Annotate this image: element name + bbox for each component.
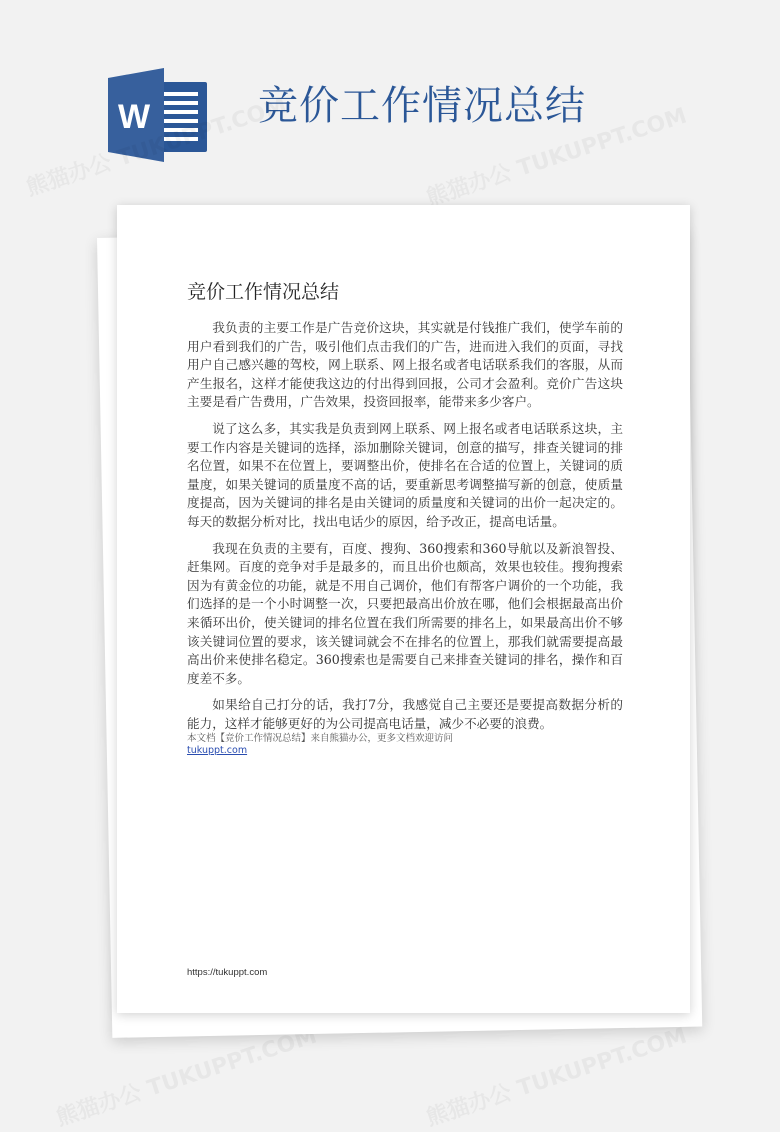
paragraph: 我现在负责的主要有，百度、搜狗、360搜索和360导航以及新浪智投、赶集网。百度的竞争对手是最多的，而且出价也颇高，效果也较佳。搜狗搜索因为有黄金位的功能，就是不用自己调价，他们有帮客户调价的一个功能，我们选择的是一个小时调整一次，只要把最高出价放在哪，他们会根据最高出价来循环出价，使关键词的排名位置在我们所需要的排名上，如果最高出价不够该关键词位置的要求，该关键词就会不在排名的位置上，那我们就需要提高最高出价来使排名稳定。360搜索也是需要自己来排查关键词的排名，操作和百度差不多。 — [187, 540, 623, 686]
document-page — [117, 205, 690, 1013]
document-body — [187, 319, 623, 741]
word-document-icon — [108, 68, 208, 162]
source-note-text: 本文档【竞价工作情况总结】来自熊猫办公，更多文档欢迎访问 — [187, 733, 454, 744]
document-title: 竞价工作情况总结 — [187, 281, 340, 303]
watermark — [422, 1019, 690, 1132]
source-note — [187, 733, 627, 757]
paragraph: 我负责的主要工作是广告竞价这块，其实就是付钱推广我们，使学车前的用户看到我们的广告，吸引他们点击我们的广告，进而进入我们的页面，寻找用户自己感兴趣的驾校，网上联系、网上报名或者电话联系我们的客服，从而产生报名，这样才能使我这边的付出得到回报，公司才会盈利。竞价广告这块主要是看广告费用，广告效果，投资回报率，能带来多少客户。 — [187, 320, 623, 410]
header — [0, 0, 780, 190]
paragraph: 如果给自己打分的话，我打7分，我感觉自己主要还是要提高数据分析的能力，这样才能够更好的为公司提高电话量，减少不必要的浪费。 — [187, 697, 623, 731]
paragraph: 说了这么多，其实我是负责到网上联系、网上报名或者电话联系这块，主要工作内容是关键词的选择，添加删除关键词，创意的描写，排查关键词的排名位置，如果不在位置上，要调整出价，使排名在合适的位置上，关键词的质量度，如果关键词的质量度不高的话，要重新思考调整描写新的创意，使质量度提高，因为关键词的排名是由关键词的质量度和关键词的出价一起决定的。每天的数据分析对比，找出电话少的原因，给予改正，提高电话量。 — [187, 420, 623, 529]
header-title: 竞价工作情况总结 — [258, 83, 586, 129]
source-link[interactable]: tukuppt.com — [187, 745, 248, 756]
page-footer-url: https://tukuppt.com — [187, 967, 268, 978]
svg-text:W: W — [117, 98, 151, 136]
